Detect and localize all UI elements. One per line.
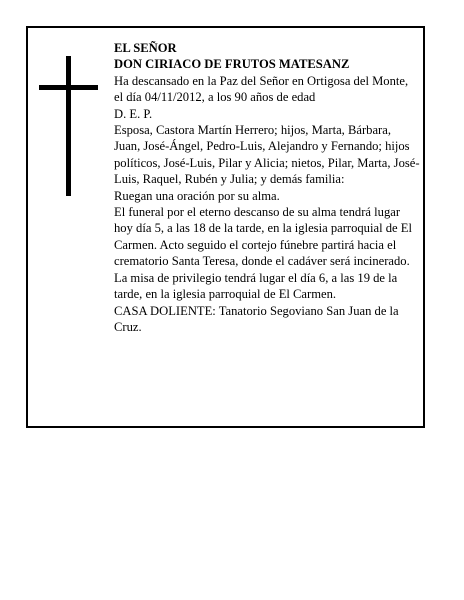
dep-text: D. E. P.: [114, 106, 153, 121]
notice-title: EL SEÑOR: [114, 41, 177, 55]
funeral-details: El funeral por el eterno descanso de su alma tendrá lugar hoy día 5, a las 18 de la tarde, en la iglesia parroquial de El Carmen. Acto seguido el cortejo fúnebre partirá hacia el crematorio Santa Teresa, donde el cadáver será incinerado. La misa de privilegio tendrá lugar el día 6, a las 19 de la tarde, en la iglesia parroquial de El Carmen.: [114, 205, 412, 302]
notice-text: [114, 40, 420, 335]
death-info: Ha descansado en la Paz del Señor en Ortigosa del Monte, el día 04/11/2012, a los 90 años de edad: [114, 73, 409, 105]
cross-vertical-bar: [66, 56, 71, 196]
casa-doliente: CASA DOLIENTE: Tanatorio Segoviano San Juan de la Cruz.: [114, 303, 399, 334]
deceased-name: DON CIRIACO DE FRUTOS MATESANZ: [114, 57, 350, 72]
cross-horizontal-bar: [39, 85, 98, 90]
family-list: Esposa, Castora Martín Herrero; hijos, Marta, Bárbara, Juan, José-Ángel, Pedro-Luis, Alejandro y Fernando; hijos políticos, José-Luis, Pilar y Alicia; nietos, Pilar, Marta, José-Luis, Raquel, Rubén y Julia; y demás familia:: [114, 123, 420, 187]
obituary-notice: [26, 26, 425, 428]
prayer-request: Ruegan una oración por su alma.: [114, 188, 280, 203]
